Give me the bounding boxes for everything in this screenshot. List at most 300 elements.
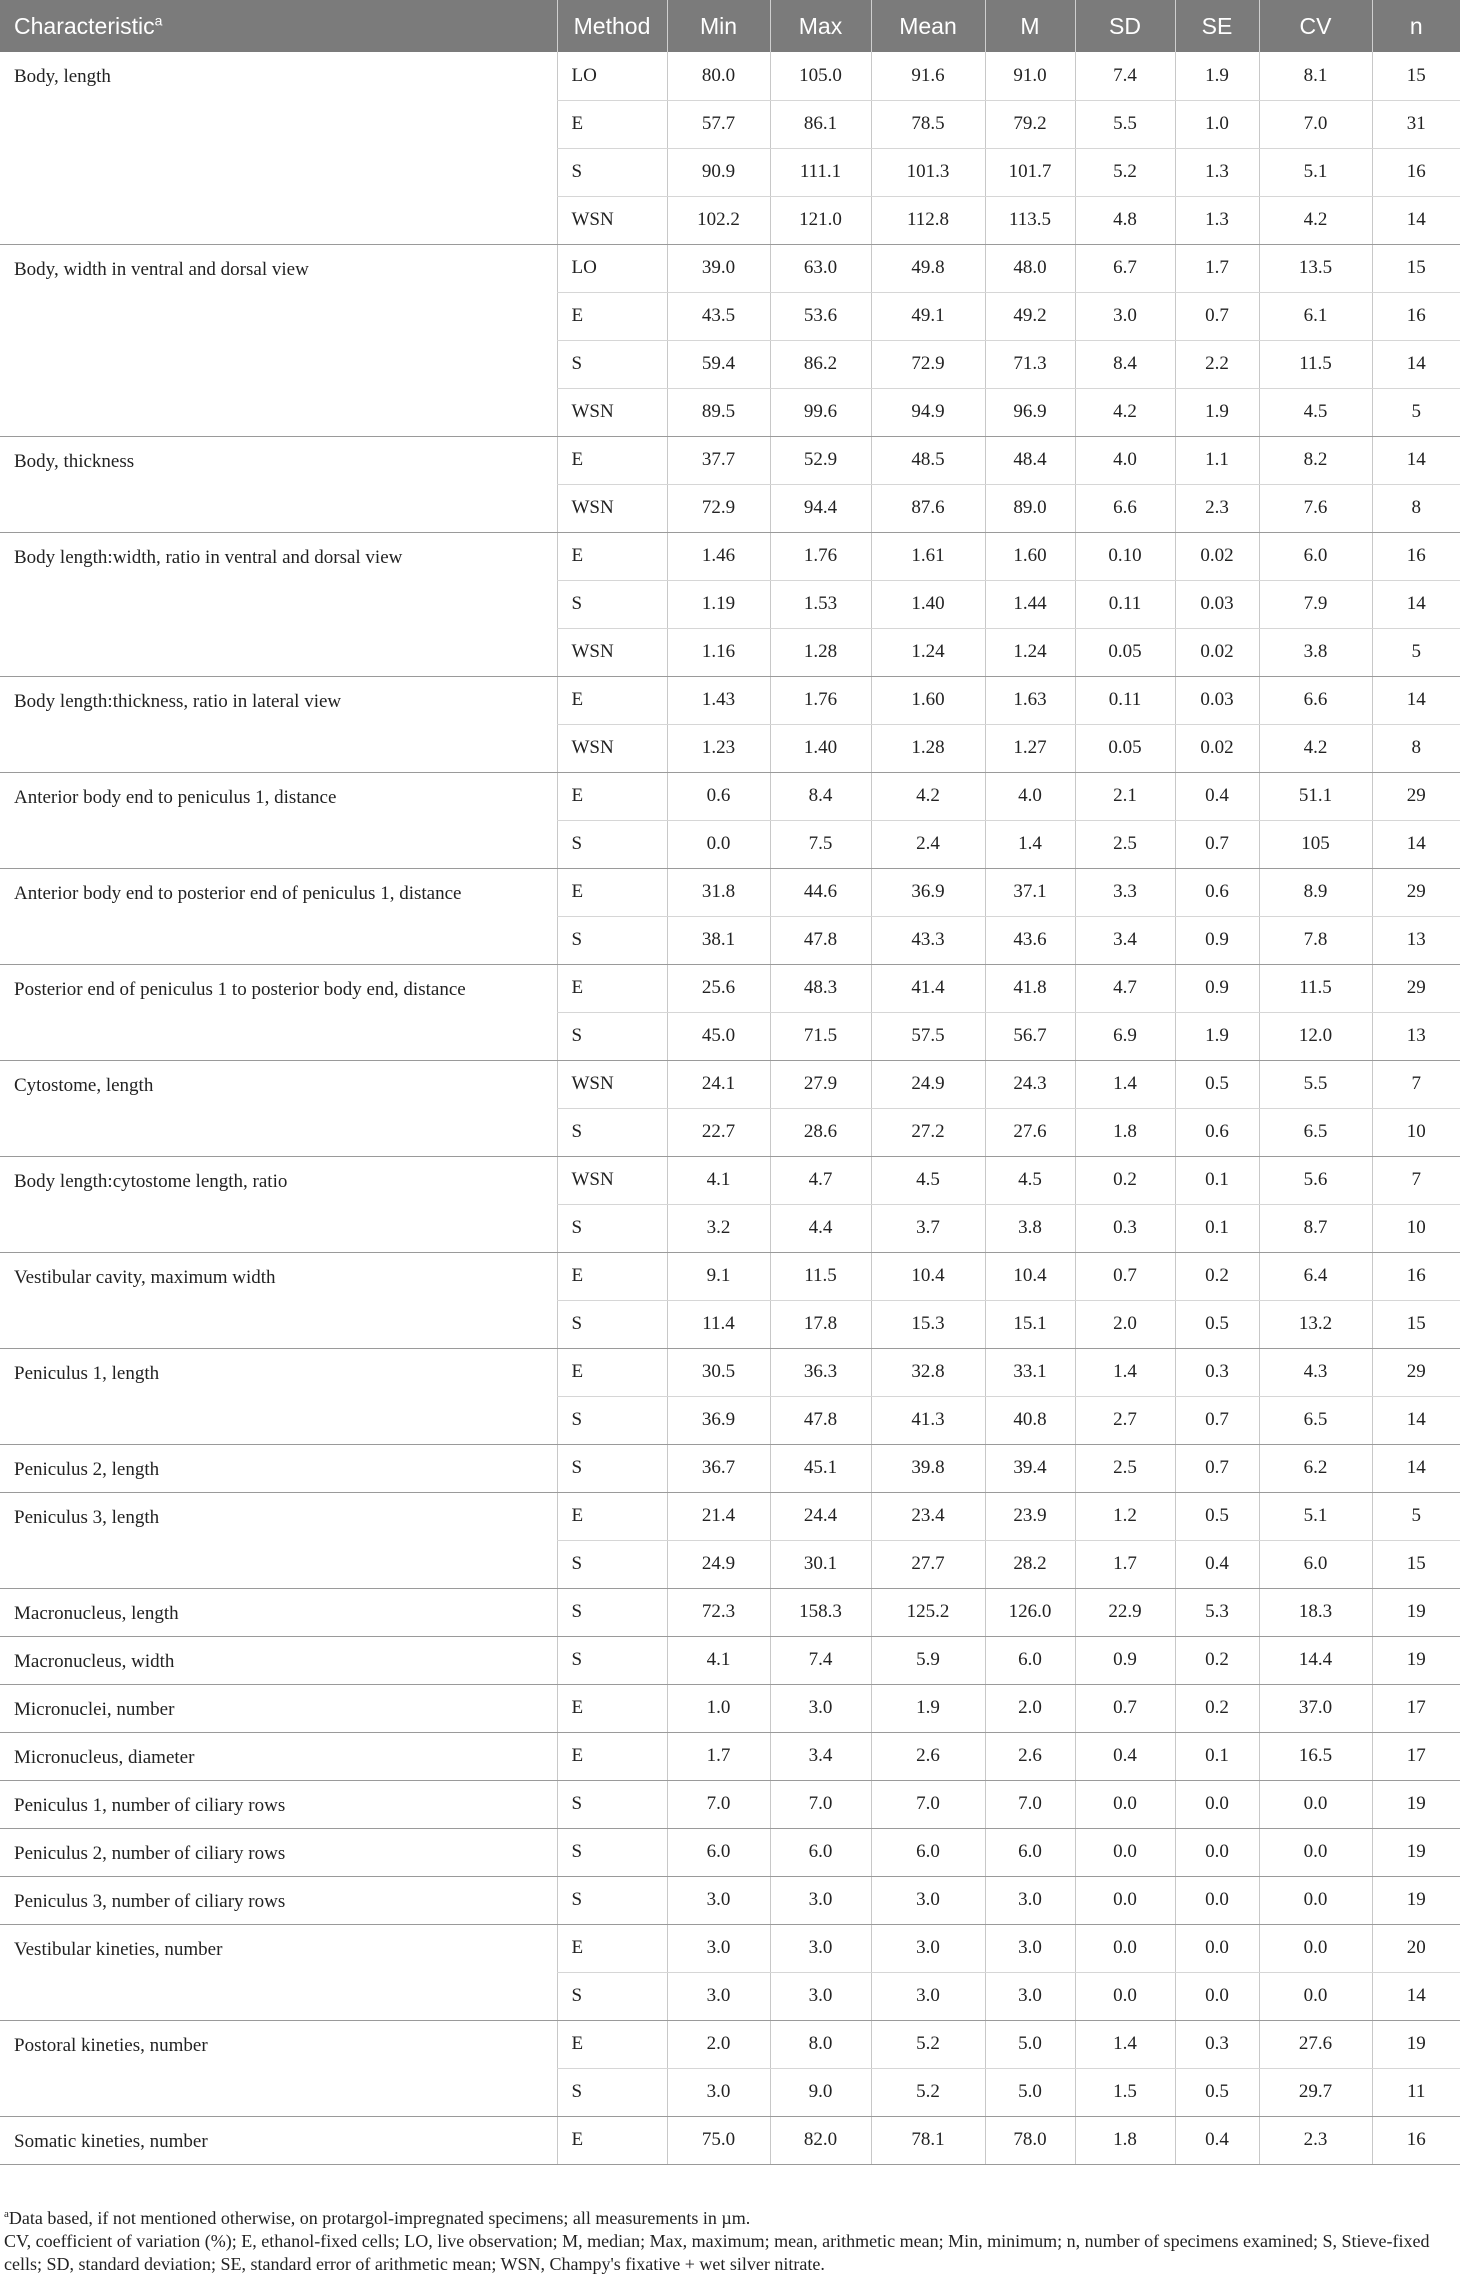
table-row <box>0 964 1460 1012</box>
n-cell: 14 <box>1372 1444 1460 1492</box>
mean-cell: 10.4 <box>871 1252 985 1300</box>
footnote-a: $^a$Data based, if not mentioned otherwise, on protargol-impregnated specimens; all measurements in µm. <box>4 2208 751 2228</box>
median-cell: 10.4 <box>985 1252 1075 1300</box>
max-cell: 6.0 <box>770 1828 871 1876</box>
characteristic-cell: Peniculus 2, length <box>0 1444 557 1492</box>
se-cell: 0.02 <box>1175 532 1259 580</box>
max-cell: 86.1 <box>770 100 871 148</box>
median-cell: 48.4 <box>985 436 1075 484</box>
max-cell: 30.1 <box>770 1540 871 1588</box>
se-cell: 0.6 <box>1175 868 1259 916</box>
max-cell: 28.6 <box>770 1108 871 1156</box>
n-cell: 13 <box>1372 1012 1460 1060</box>
median-cell: 2.6 <box>985 1732 1075 1780</box>
method-cell: E <box>557 772 667 820</box>
min-cell: 43.5 <box>667 292 770 340</box>
table-row <box>0 1828 1460 1876</box>
min-cell: 3.0 <box>667 1876 770 1924</box>
n-cell: 14 <box>1372 436 1460 484</box>
min-cell: 102.2 <box>667 196 770 244</box>
median-cell: 6.0 <box>985 1828 1075 1876</box>
median-cell: 1.24 <box>985 628 1075 676</box>
column-header-characteristic: Characteristic$^a$ <box>0 0 557 52</box>
se-cell: 0.2 <box>1175 1252 1259 1300</box>
n-cell: 19 <box>1372 1588 1460 1636</box>
max-cell: 71.5 <box>770 1012 871 1060</box>
characteristic-cell: Body length:thickness, ratio in lateral view <box>0 676 557 772</box>
mean-cell: 2.6 <box>871 1732 985 1780</box>
mean-cell: 1.60 <box>871 676 985 724</box>
characteristic-cell: Vestibular cavity, maximum width <box>0 1252 557 1348</box>
max-cell: 1.76 <box>770 676 871 724</box>
n-cell: 16 <box>1372 148 1460 196</box>
sd-cell: 1.5 <box>1075 2068 1175 2116</box>
method-cell: S <box>557 1876 667 1924</box>
min-cell: 24.9 <box>667 1540 770 1588</box>
min-cell: 2.0 <box>667 2020 770 2068</box>
min-cell: 31.8 <box>667 868 770 916</box>
method-cell: S <box>557 1204 667 1252</box>
median-cell: 2.0 <box>985 1684 1075 1732</box>
max-cell: 63.0 <box>770 244 871 292</box>
min-cell: 4.1 <box>667 1636 770 1684</box>
median-cell: 39.4 <box>985 1444 1075 1492</box>
characteristic-cell: Peniculus 3, number of ciliary rows <box>0 1876 557 1924</box>
max-cell: 45.1 <box>770 1444 871 1492</box>
max-cell: 48.3 <box>770 964 871 1012</box>
sd-cell: 22.9 <box>1075 1588 1175 1636</box>
cv-cell: 11.5 <box>1259 964 1372 1012</box>
max-cell: 36.3 <box>770 1348 871 1396</box>
min-cell: 0.0 <box>667 820 770 868</box>
n-cell: 17 <box>1372 1732 1460 1780</box>
max-cell: 3.4 <box>770 1732 871 1780</box>
method-cell: S <box>557 1108 667 1156</box>
n-cell: 29 <box>1372 1348 1460 1396</box>
mean-cell: 1.9 <box>871 1684 985 1732</box>
min-cell: 4.1 <box>667 1156 770 1204</box>
sd-cell: 1.2 <box>1075 1492 1175 1540</box>
method-cell: E <box>557 1348 667 1396</box>
max-cell: 47.8 <box>770 916 871 964</box>
max-cell: 8.0 <box>770 2020 871 2068</box>
cv-cell: 0.0 <box>1259 1972 1372 2020</box>
min-cell: 75.0 <box>667 2116 770 2164</box>
sd-cell: 0.0 <box>1075 1876 1175 1924</box>
table-row <box>0 676 1460 724</box>
mean-cell: 5.2 <box>871 2020 985 2068</box>
cv-cell: 4.2 <box>1259 196 1372 244</box>
characteristic-cell: Peniculus 1, number of ciliary rows <box>0 1780 557 1828</box>
se-cell: 0.0 <box>1175 1780 1259 1828</box>
se-cell: 0.0 <box>1175 1924 1259 1972</box>
sd-cell: 6.7 <box>1075 244 1175 292</box>
characteristic-cell: Body, length <box>0 52 557 244</box>
sd-cell: 5.2 <box>1075 148 1175 196</box>
median-cell: 33.1 <box>985 1348 1075 1396</box>
sd-cell: 8.4 <box>1075 340 1175 388</box>
median-cell: 1.27 <box>985 724 1075 772</box>
se-cell: 1.3 <box>1175 196 1259 244</box>
table-row <box>0 1732 1460 1780</box>
n-cell: 5 <box>1372 1492 1460 1540</box>
max-cell: 52.9 <box>770 436 871 484</box>
max-cell: 121.0 <box>770 196 871 244</box>
se-cell: 0.03 <box>1175 676 1259 724</box>
se-cell: 0.9 <box>1175 916 1259 964</box>
mean-cell: 101.3 <box>871 148 985 196</box>
method-cell: LO <box>557 244 667 292</box>
mean-cell: 24.9 <box>871 1060 985 1108</box>
se-cell: 1.7 <box>1175 244 1259 292</box>
max-cell: 94.4 <box>770 484 871 532</box>
cv-cell: 6.1 <box>1259 292 1372 340</box>
min-cell: 39.0 <box>667 244 770 292</box>
cv-cell: 5.6 <box>1259 1156 1372 1204</box>
mean-cell: 23.4 <box>871 1492 985 1540</box>
n-cell: 19 <box>1372 2020 1460 2068</box>
min-cell: 72.3 <box>667 1588 770 1636</box>
se-cell: 0.4 <box>1175 2116 1259 2164</box>
min-cell: 36.9 <box>667 1396 770 1444</box>
se-cell: 1.3 <box>1175 148 1259 196</box>
min-cell: 22.7 <box>667 1108 770 1156</box>
se-cell: 1.1 <box>1175 436 1259 484</box>
cv-cell: 0.0 <box>1259 1828 1372 1876</box>
max-cell: 111.1 <box>770 148 871 196</box>
max-cell: 7.0 <box>770 1780 871 1828</box>
method-cell: S <box>557 1588 667 1636</box>
max-cell: 3.0 <box>770 1876 871 1924</box>
mean-cell: 43.3 <box>871 916 985 964</box>
table-row <box>0 1444 1460 1492</box>
cv-cell: 4.3 <box>1259 1348 1372 1396</box>
mean-cell: 112.8 <box>871 196 985 244</box>
se-cell: 0.4 <box>1175 772 1259 820</box>
mean-cell: 1.24 <box>871 628 985 676</box>
n-cell: 5 <box>1372 628 1460 676</box>
table-row <box>0 1492 1460 1540</box>
method-cell: WSN <box>557 1156 667 1204</box>
table-row <box>0 1684 1460 1732</box>
mean-cell: 7.0 <box>871 1780 985 1828</box>
characteristic-cell: Posterior end of peniculus 1 to posterior body end, distance <box>0 964 557 1060</box>
sd-cell: 6.9 <box>1075 1012 1175 1060</box>
sd-cell: 2.1 <box>1075 772 1175 820</box>
max-cell: 53.6 <box>770 292 871 340</box>
min-cell: 7.0 <box>667 1780 770 1828</box>
method-cell: E <box>557 2116 667 2164</box>
se-cell: 0.5 <box>1175 2068 1259 2116</box>
median-cell: 56.7 <box>985 1012 1075 1060</box>
se-cell: 0.0 <box>1175 1972 1259 2020</box>
median-cell: 4.5 <box>985 1156 1075 1204</box>
n-cell: 14 <box>1372 340 1460 388</box>
cv-cell: 0.0 <box>1259 1780 1372 1828</box>
n-cell: 11 <box>1372 2068 1460 2116</box>
median-cell: 23.9 <box>985 1492 1075 1540</box>
method-cell: S <box>557 1444 667 1492</box>
cv-cell: 51.1 <box>1259 772 1372 820</box>
median-cell: 96.9 <box>985 388 1075 436</box>
characteristic-cell: Somatic kineties, number <box>0 2116 557 2164</box>
sd-cell: 7.4 <box>1075 52 1175 100</box>
table-row <box>0 1876 1460 1924</box>
cv-cell: 2.3 <box>1259 2116 1372 2164</box>
method-cell: WSN <box>557 484 667 532</box>
median-cell: 1.63 <box>985 676 1075 724</box>
cv-cell: 6.0 <box>1259 532 1372 580</box>
cv-cell: 4.2 <box>1259 724 1372 772</box>
min-cell: 45.0 <box>667 1012 770 1060</box>
min-cell: 11.4 <box>667 1300 770 1348</box>
mean-cell: 41.3 <box>871 1396 985 1444</box>
min-cell: 89.5 <box>667 388 770 436</box>
se-cell: 1.9 <box>1175 52 1259 100</box>
max-cell: 1.76 <box>770 532 871 580</box>
mean-cell: 125.2 <box>871 1588 985 1636</box>
se-cell: 0.6 <box>1175 1108 1259 1156</box>
n-cell: 29 <box>1372 868 1460 916</box>
method-cell: S <box>557 340 667 388</box>
mean-cell: 5.9 <box>871 1636 985 1684</box>
se-cell: 2.2 <box>1175 340 1259 388</box>
min-cell: 72.9 <box>667 484 770 532</box>
method-cell: E <box>557 532 667 580</box>
characteristic-cell: Peniculus 2, number of ciliary rows <box>0 1828 557 1876</box>
characteristic-cell: Peniculus 1, length <box>0 1348 557 1444</box>
table-row <box>0 436 1460 484</box>
sd-cell: 0.3 <box>1075 1204 1175 1252</box>
min-cell: 30.5 <box>667 1348 770 1396</box>
table-row <box>0 1588 1460 1636</box>
characteristic-cell: Macronucleus, width <box>0 1636 557 1684</box>
se-cell: 5.3 <box>1175 1588 1259 1636</box>
min-cell: 1.0 <box>667 1684 770 1732</box>
se-cell: 0.03 <box>1175 580 1259 628</box>
characteristic-cell: Cytostome, length <box>0 1060 557 1156</box>
median-cell: 40.8 <box>985 1396 1075 1444</box>
n-cell: 19 <box>1372 1636 1460 1684</box>
mean-cell: 6.0 <box>871 1828 985 1876</box>
cv-cell: 16.5 <box>1259 1732 1372 1780</box>
median-cell: 78.0 <box>985 2116 1075 2164</box>
min-cell: 24.1 <box>667 1060 770 1108</box>
column-header-median: M <box>985 0 1075 52</box>
mean-cell: 36.9 <box>871 868 985 916</box>
sd-cell: 0.0 <box>1075 1924 1175 1972</box>
method-cell: S <box>557 148 667 196</box>
min-cell: 37.7 <box>667 436 770 484</box>
median-cell: 37.1 <box>985 868 1075 916</box>
min-cell: 9.1 <box>667 1252 770 1300</box>
mean-cell: 27.2 <box>871 1108 985 1156</box>
mean-cell: 57.5 <box>871 1012 985 1060</box>
method-cell: E <box>557 964 667 1012</box>
min-cell: 57.7 <box>667 100 770 148</box>
method-cell: E <box>557 2020 667 2068</box>
cv-cell: 27.6 <box>1259 2020 1372 2068</box>
characteristic-cell: Body, width in ventral and dorsal view <box>0 244 557 436</box>
max-cell: 158.3 <box>770 1588 871 1636</box>
median-cell: 3.0 <box>985 1924 1075 1972</box>
characteristic-cell: Anterior body end to posterior end of peniculus 1, distance <box>0 868 557 964</box>
sd-cell: 4.2 <box>1075 388 1175 436</box>
n-cell: 16 <box>1372 2116 1460 2164</box>
median-cell: 41.8 <box>985 964 1075 1012</box>
method-cell: S <box>557 916 667 964</box>
n-cell: 19 <box>1372 1876 1460 1924</box>
min-cell: 3.0 <box>667 1924 770 1972</box>
characteristic-cell: Peniculus 3, length <box>0 1492 557 1588</box>
n-cell: 29 <box>1372 964 1460 1012</box>
method-cell: WSN <box>557 1060 667 1108</box>
cv-cell: 6.6 <box>1259 676 1372 724</box>
mean-cell: 87.6 <box>871 484 985 532</box>
min-cell: 3.0 <box>667 1972 770 2020</box>
footnote-abbreviations: CV, coefficient of variation (%); E, ethanol-fixed cells; LO, live observation; M, median; Max, maximum; mean, arithmetic mean; Min, minimum; n, number of specimens examined; S, Stieve-fixed cells; SD, standard deviation; SE, standard error of arithmetic mean; WSN, Champy's fixative + wet silver nitrate. <box>4 2231 1430 2274</box>
median-cell: 15.1 <box>985 1300 1075 1348</box>
cv-cell: 18.3 <box>1259 1588 1372 1636</box>
sd-cell: 1.4 <box>1075 1348 1175 1396</box>
min-cell: 0.6 <box>667 772 770 820</box>
median-cell: 48.0 <box>985 244 1075 292</box>
mean-cell: 78.1 <box>871 2116 985 2164</box>
characteristic-cell: Macronucleus, length <box>0 1588 557 1636</box>
median-cell: 79.2 <box>985 100 1075 148</box>
n-cell: 14 <box>1372 580 1460 628</box>
max-cell: 44.6 <box>770 868 871 916</box>
median-cell: 113.5 <box>985 196 1075 244</box>
median-cell: 28.2 <box>985 1540 1075 1588</box>
se-cell: 0.02 <box>1175 628 1259 676</box>
mean-cell: 15.3 <box>871 1300 985 1348</box>
method-cell: S <box>557 1780 667 1828</box>
max-cell: 99.6 <box>770 388 871 436</box>
min-cell: 25.6 <box>667 964 770 1012</box>
median-cell: 101.7 <box>985 148 1075 196</box>
cv-cell: 5.5 <box>1259 1060 1372 1108</box>
method-cell: E <box>557 676 667 724</box>
cv-cell: 6.5 <box>1259 1108 1372 1156</box>
se-cell: 0.1 <box>1175 1156 1259 1204</box>
column-header-n: n <box>1372 0 1460 52</box>
se-cell: 0.9 <box>1175 964 1259 1012</box>
min-cell: 80.0 <box>667 52 770 100</box>
sd-cell: 0.05 <box>1075 628 1175 676</box>
method-cell: WSN <box>557 628 667 676</box>
table-row <box>0 2020 1460 2068</box>
max-cell: 82.0 <box>770 2116 871 2164</box>
min-cell: 59.4 <box>667 340 770 388</box>
se-cell: 0.7 <box>1175 820 1259 868</box>
mean-cell: 94.9 <box>871 388 985 436</box>
median-cell: 3.0 <box>985 1972 1075 2020</box>
characteristic-cell: Anterior body end to peniculus 1, distance <box>0 772 557 868</box>
n-cell: 15 <box>1372 52 1460 100</box>
method-cell: S <box>557 1828 667 1876</box>
method-cell: E <box>557 868 667 916</box>
column-header-sd: SD <box>1075 0 1175 52</box>
column-header-min: Min <box>667 0 770 52</box>
min-cell: 1.46 <box>667 532 770 580</box>
method-cell: E <box>557 292 667 340</box>
sd-cell: 0.11 <box>1075 676 1175 724</box>
n-cell: 14 <box>1372 1972 1460 2020</box>
method-cell: E <box>557 1684 667 1732</box>
max-cell: 1.40 <box>770 724 871 772</box>
median-cell: 3.0 <box>985 1876 1075 1924</box>
characteristic-cell: Micronucleus, diameter <box>0 1732 557 1780</box>
min-cell: 3.0 <box>667 2068 770 2116</box>
n-cell: 15 <box>1372 244 1460 292</box>
n-cell: 31 <box>1372 100 1460 148</box>
method-cell: E <box>557 1492 667 1540</box>
sd-cell: 0.9 <box>1075 1636 1175 1684</box>
mean-cell: 4.5 <box>871 1156 985 1204</box>
se-cell: 0.5 <box>1175 1060 1259 1108</box>
n-cell: 29 <box>1372 772 1460 820</box>
cv-cell: 0.0 <box>1259 1924 1372 1972</box>
max-cell: 3.0 <box>770 1972 871 2020</box>
max-cell: 4.7 <box>770 1156 871 1204</box>
table-row <box>0 1156 1460 1204</box>
sd-cell: 1.8 <box>1075 1108 1175 1156</box>
median-cell: 5.0 <box>985 2020 1075 2068</box>
se-cell: 0.5 <box>1175 1492 1259 1540</box>
mean-cell: 1.28 <box>871 724 985 772</box>
sd-cell: 2.7 <box>1075 1396 1175 1444</box>
sd-cell: 3.3 <box>1075 868 1175 916</box>
column-header-mean: Mean <box>871 0 985 52</box>
cv-cell: 4.5 <box>1259 388 1372 436</box>
method-cell: S <box>557 2068 667 2116</box>
characteristic-cell: Postoral kineties, number <box>0 2020 557 2116</box>
column-header-max: Max <box>770 0 871 52</box>
max-cell: 27.9 <box>770 1060 871 1108</box>
n-cell: 14 <box>1372 676 1460 724</box>
cv-cell: 8.9 <box>1259 868 1372 916</box>
n-cell: 15 <box>1372 1300 1460 1348</box>
mean-cell: 39.8 <box>871 1444 985 1492</box>
min-cell: 38.1 <box>667 916 770 964</box>
n-cell: 8 <box>1372 484 1460 532</box>
mean-cell: 49.8 <box>871 244 985 292</box>
method-cell: S <box>557 820 667 868</box>
method-cell: E <box>557 1924 667 1972</box>
median-cell: 49.2 <box>985 292 1075 340</box>
method-cell: S <box>557 580 667 628</box>
se-cell: 0.2 <box>1175 1684 1259 1732</box>
se-cell: 0.02 <box>1175 724 1259 772</box>
sd-cell: 4.0 <box>1075 436 1175 484</box>
sd-cell: 0.7 <box>1075 1684 1175 1732</box>
cv-cell: 8.7 <box>1259 1204 1372 1252</box>
se-cell: 0.7 <box>1175 1444 1259 1492</box>
sd-cell: 4.8 <box>1075 196 1175 244</box>
n-cell: 8 <box>1372 724 1460 772</box>
table-body <box>0 52 1460 2164</box>
max-cell: 7.5 <box>770 820 871 868</box>
max-cell: 105.0 <box>770 52 871 100</box>
characteristic-cell: Body, thickness <box>0 436 557 532</box>
max-cell: 1.28 <box>770 628 871 676</box>
sd-cell: 0.4 <box>1075 1732 1175 1780</box>
cv-cell: 8.1 <box>1259 52 1372 100</box>
method-cell: WSN <box>557 196 667 244</box>
cv-cell: 105 <box>1259 820 1372 868</box>
n-cell: 5 <box>1372 388 1460 436</box>
